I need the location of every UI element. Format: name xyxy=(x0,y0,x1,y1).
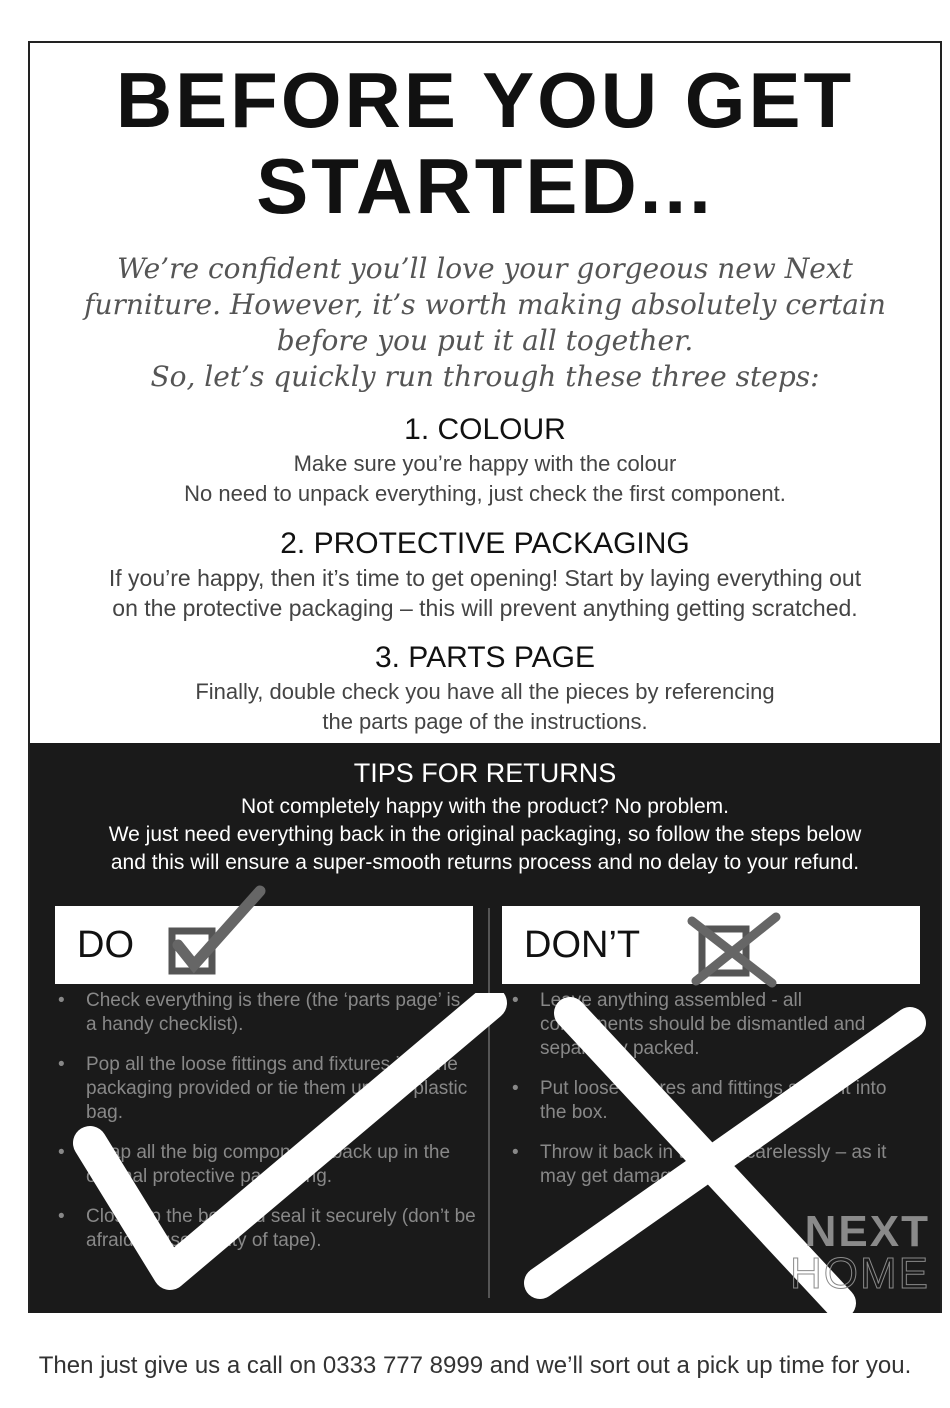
step-title: 3. PARTS PAGE xyxy=(374,641,596,674)
list-item: • Put loose fixtures and fittings straight into the box. xyxy=(510,1077,890,1125)
do-heading-label: DO xyxy=(77,924,134,966)
step-protective-packaging xyxy=(30,527,940,623)
before-you-start-section xyxy=(30,43,940,743)
list-item: • Throw it back in the box carelessly – as it may get damaged. xyxy=(510,1141,890,1189)
list-item: • Leave anything assembled - all components should be dismantled and separately packed. xyxy=(510,989,890,1061)
next-home-logo: NEXT HOME xyxy=(790,1207,930,1298)
step-body: Make sure you’re happy with the colour No need to unpack everything, just check the first component. xyxy=(184,451,786,506)
step-title: 1. COLOUR xyxy=(404,413,566,446)
intro-text: We’re confident you’ll love your gorgeous new Next furniture. However, it’s worth making absolutely certain before you put it all together. So, let’s quickly run through these three steps: xyxy=(84,252,886,393)
list-item: • Close up the box and seal it securely (don’t be afraid to use plenty of tape). xyxy=(56,1205,476,1253)
step-body: If you’re happy, then it’s time to get opening! Start by laying everything out on the protective packaging – this will prevent anything getting scratched. xyxy=(108,565,862,621)
returns-section xyxy=(30,743,940,1313)
returns-intro: Not completely happy with the product? No problem. We just need everything back in the original packaging, so follow the steps below and this will ensure a super-smooth returns process and no delay to your refund. xyxy=(108,795,862,874)
list-item: • Pop all the loose fittings and fixtures into the packaging provided or tie them up in a plastic bag. xyxy=(56,1053,476,1125)
headline: BEFORE YOU GET STARTED... xyxy=(115,56,855,230)
returns-title: TIPS FOR RETURNS xyxy=(353,758,617,788)
dont-list xyxy=(510,989,890,1205)
column-divider xyxy=(488,908,490,1298)
do-heading xyxy=(55,906,473,984)
list-item: • Wrap all the big components back up in the original protective packaging. xyxy=(56,1141,476,1189)
step-parts-page xyxy=(30,641,940,737)
dont-heading xyxy=(502,906,920,984)
step-title: 2. PROTECTIVE PACKAGING xyxy=(280,527,690,560)
list-item: • Check everything is there (the ‘parts page’ is a handy checklist). xyxy=(56,989,476,1037)
dont-heading-label: DON’T xyxy=(524,924,641,966)
leaflet-frame xyxy=(28,41,942,1313)
footer-text: Then just give us a call on 0333 777 8999 and we’ll sort out a pick up time for you. xyxy=(38,1352,912,1379)
step-colour xyxy=(30,413,940,509)
do-list xyxy=(56,989,476,1269)
step-body: Finally, double check you have all the pieces by referencing the parts page of the instructions. xyxy=(195,679,775,734)
